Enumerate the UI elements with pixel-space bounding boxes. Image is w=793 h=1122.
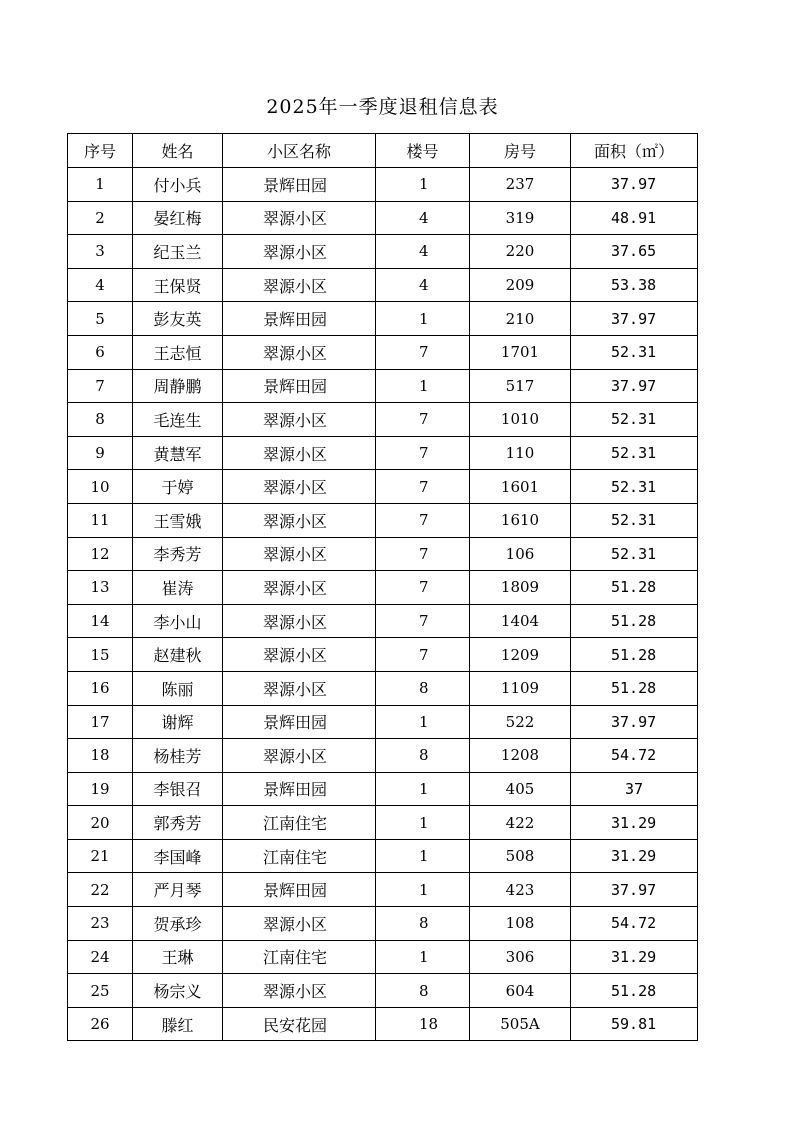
- cell-building: 8: [376, 739, 470, 773]
- table-header: [68, 134, 698, 168]
- cell-name: 王琳: [133, 940, 223, 974]
- cell-room: 522: [470, 705, 571, 739]
- cell-community: 景辉田园: [223, 168, 376, 202]
- cell-community: 景辉田园: [223, 873, 376, 907]
- cell-community: 江南住宅: [223, 806, 376, 840]
- cell-community: 翠源小区: [223, 974, 376, 1008]
- cell-name: 王志恒: [133, 335, 223, 369]
- cell-index: 12: [68, 537, 133, 571]
- cell-name: 彭友英: [133, 302, 223, 336]
- cell-community: 翠源小区: [223, 201, 376, 235]
- cell-building: 7: [376, 638, 470, 672]
- cell-building: 4: [376, 268, 470, 302]
- cell-room: 508: [470, 839, 571, 873]
- cell-index: 22: [68, 873, 133, 907]
- cell-building: 7: [376, 335, 470, 369]
- cell-community: 翠源小区: [223, 436, 376, 470]
- cell-area: 54.72: [571, 739, 698, 773]
- header-area: 面积（㎡）: [571, 134, 698, 168]
- cell-community: 翠源小区: [223, 470, 376, 504]
- cell-name: 毛连生: [133, 403, 223, 437]
- cell-room: 1209: [470, 638, 571, 672]
- cell-community: 翠源小区: [223, 907, 376, 941]
- refund-info-table: [67, 133, 698, 1041]
- cell-index: 14: [68, 604, 133, 638]
- cell-area: 52.31: [571, 335, 698, 369]
- table-row: [68, 470, 698, 504]
- cell-area: 31.29: [571, 839, 698, 873]
- table-row: [68, 671, 698, 705]
- cell-index: 7: [68, 369, 133, 403]
- cell-name: 郭秀芳: [133, 806, 223, 840]
- cell-building: 1: [376, 940, 470, 974]
- cell-community: 江南住宅: [223, 940, 376, 974]
- cell-area: 59.81: [571, 1007, 698, 1041]
- cell-room: 220: [470, 235, 571, 269]
- cell-index: 8: [68, 403, 133, 437]
- cell-name: 周静鹏: [133, 369, 223, 403]
- cell-room: 108: [470, 907, 571, 941]
- cell-name: 陈丽: [133, 671, 223, 705]
- cell-community: 翠源小区: [223, 571, 376, 605]
- cell-index: 16: [68, 671, 133, 705]
- cell-area: 37: [571, 772, 698, 806]
- cell-building: 8: [376, 907, 470, 941]
- cell-name: 李银召: [133, 772, 223, 806]
- cell-index: 26: [68, 1007, 133, 1041]
- cell-index: 15: [68, 638, 133, 672]
- cell-index: 2: [68, 201, 133, 235]
- cell-room: 1610: [470, 503, 571, 537]
- cell-name: 李国峰: [133, 839, 223, 873]
- cell-building: 7: [376, 537, 470, 571]
- cell-name: 赵建秋: [133, 638, 223, 672]
- cell-area: 37.97: [571, 168, 698, 202]
- cell-building: 8: [376, 974, 470, 1008]
- cell-name: 李秀芳: [133, 537, 223, 571]
- cell-building: 4: [376, 235, 470, 269]
- cell-room: 110: [470, 436, 571, 470]
- cell-building: 1: [376, 806, 470, 840]
- cell-index: 25: [68, 974, 133, 1008]
- cell-index: 21: [68, 839, 133, 873]
- cell-building: 7: [376, 436, 470, 470]
- cell-community: 翠源小区: [223, 739, 376, 773]
- cell-building: 1: [376, 302, 470, 336]
- cell-area: 52.31: [571, 503, 698, 537]
- cell-area: 53.38: [571, 268, 698, 302]
- cell-name: 李小山: [133, 604, 223, 638]
- cell-room: 1809: [470, 571, 571, 605]
- cell-name: 付小兵: [133, 168, 223, 202]
- cell-index: 5: [68, 302, 133, 336]
- table-row: [68, 302, 698, 336]
- cell-building: 7: [376, 604, 470, 638]
- cell-community: 翠源小区: [223, 671, 376, 705]
- cell-room: 423: [470, 873, 571, 907]
- cell-name: 黄慧军: [133, 436, 223, 470]
- cell-index: 17: [68, 705, 133, 739]
- cell-name: 谢辉: [133, 705, 223, 739]
- header-room: 房号: [470, 134, 571, 168]
- cell-room: 405: [470, 772, 571, 806]
- cell-area: 37.65: [571, 235, 698, 269]
- cell-area: 52.31: [571, 537, 698, 571]
- cell-room: 319: [470, 201, 571, 235]
- table-row: [68, 369, 698, 403]
- cell-name: 王雪娥: [133, 503, 223, 537]
- cell-room: 517: [470, 369, 571, 403]
- cell-community: 民安花园: [223, 1007, 376, 1041]
- cell-room: 1701: [470, 335, 571, 369]
- cell-index: 18: [68, 739, 133, 773]
- cell-building: 7: [376, 403, 470, 437]
- cell-area: 37.97: [571, 873, 698, 907]
- cell-name: 崔涛: [133, 571, 223, 605]
- table-row: [68, 436, 698, 470]
- cell-community: 翠源小区: [223, 235, 376, 269]
- table-row: [68, 839, 698, 873]
- cell-room: 306: [470, 940, 571, 974]
- cell-index: 3: [68, 235, 133, 269]
- cell-building: 7: [376, 571, 470, 605]
- cell-community: 景辉田园: [223, 369, 376, 403]
- cell-community: 翠源小区: [223, 268, 376, 302]
- cell-community: 翠源小区: [223, 503, 376, 537]
- cell-index: 24: [68, 940, 133, 974]
- table-row: [68, 940, 698, 974]
- cell-building: 1: [376, 369, 470, 403]
- cell-room: 209: [470, 268, 571, 302]
- cell-community: 翠源小区: [223, 638, 376, 672]
- document-title: 2025年一季度退租信息表: [266, 96, 499, 118]
- cell-area: 37.97: [571, 302, 698, 336]
- cell-area: 54.72: [571, 907, 698, 941]
- table-row: [68, 974, 698, 1008]
- table-row: [68, 168, 698, 202]
- header-name: 姓名: [133, 134, 223, 168]
- cell-room: 422: [470, 806, 571, 840]
- cell-building: 4: [376, 201, 470, 235]
- cell-community: 翠源小区: [223, 403, 376, 437]
- cell-community: 景辉田园: [223, 772, 376, 806]
- cell-community: 景辉田园: [223, 302, 376, 336]
- table-row: [68, 201, 698, 235]
- cell-name: 于婷: [133, 470, 223, 504]
- cell-name: 王保贤: [133, 268, 223, 302]
- cell-name: 贺承珍: [133, 907, 223, 941]
- cell-room: 237: [470, 168, 571, 202]
- cell-room: 604: [470, 974, 571, 1008]
- cell-community: 翠源小区: [223, 604, 376, 638]
- table-row: [68, 403, 698, 437]
- cell-area: 52.31: [571, 470, 698, 504]
- cell-room: 1010: [470, 403, 571, 437]
- table-row: [68, 873, 698, 907]
- cell-community: 江南住宅: [223, 839, 376, 873]
- table-row: [68, 503, 698, 537]
- cell-area: 51.28: [571, 671, 698, 705]
- cell-area: 52.31: [571, 436, 698, 470]
- cell-area: 51.28: [571, 638, 698, 672]
- cell-area: 31.29: [571, 940, 698, 974]
- table-row: [68, 571, 698, 605]
- header-index: 序号: [68, 134, 133, 168]
- table-row: [68, 1007, 698, 1041]
- cell-area: 37.97: [571, 705, 698, 739]
- cell-community: 翠源小区: [223, 537, 376, 571]
- cell-building: 1: [376, 873, 470, 907]
- cell-building: 7: [376, 503, 470, 537]
- table-row: [68, 537, 698, 571]
- table-row: [68, 907, 698, 941]
- cell-community: 景辉田园: [223, 705, 376, 739]
- cell-index: 6: [68, 335, 133, 369]
- cell-index: 10: [68, 470, 133, 504]
- cell-area: 37.97: [571, 369, 698, 403]
- cell-area: 52.31: [571, 403, 698, 437]
- cell-index: 23: [68, 907, 133, 941]
- table-row: [68, 335, 698, 369]
- cell-building: 1: [376, 839, 470, 873]
- table-row: [68, 268, 698, 302]
- table-row: [68, 604, 698, 638]
- cell-room: 1404: [470, 604, 571, 638]
- cell-room: 505A: [470, 1007, 571, 1041]
- cell-room: 1208: [470, 739, 571, 773]
- cell-building: 1: [376, 772, 470, 806]
- cell-building: 8: [376, 671, 470, 705]
- cell-index: 11: [68, 503, 133, 537]
- table-body: [68, 168, 698, 1041]
- cell-community: 翠源小区: [223, 335, 376, 369]
- cell-room: 210: [470, 302, 571, 336]
- cell-index: 9: [68, 436, 133, 470]
- table-row: [68, 806, 698, 840]
- cell-area: 51.28: [571, 974, 698, 1008]
- cell-room: 1601: [470, 470, 571, 504]
- cell-name: 杨宗义: [133, 974, 223, 1008]
- cell-name: 严月琴: [133, 873, 223, 907]
- table-row: [68, 705, 698, 739]
- cell-index: 20: [68, 806, 133, 840]
- table-row: [68, 638, 698, 672]
- cell-building: 18: [376, 1007, 470, 1041]
- cell-name: 杨桂芳: [133, 739, 223, 773]
- cell-building: 1: [376, 168, 470, 202]
- cell-index: 13: [68, 571, 133, 605]
- table-row: [68, 235, 698, 269]
- cell-area: 51.28: [571, 604, 698, 638]
- cell-name: 纪玉兰: [133, 235, 223, 269]
- cell-area: 31.29: [571, 806, 698, 840]
- cell-name: 晏红梅: [133, 201, 223, 235]
- cell-area: 48.91: [571, 201, 698, 235]
- table-row: [68, 739, 698, 773]
- cell-room: 106: [470, 537, 571, 571]
- cell-index: 1: [68, 168, 133, 202]
- cell-name: 滕红: [133, 1007, 223, 1041]
- header-community: 小区名称: [223, 134, 376, 168]
- header-row: [68, 134, 698, 168]
- cell-index: 19: [68, 772, 133, 806]
- header-building: 楼号: [376, 134, 470, 168]
- cell-building: 7: [376, 470, 470, 504]
- cell-area: 51.28: [571, 571, 698, 605]
- cell-room: 1109: [470, 671, 571, 705]
- cell-building: 1: [376, 705, 470, 739]
- table-row: [68, 772, 698, 806]
- cell-index: 4: [68, 268, 133, 302]
